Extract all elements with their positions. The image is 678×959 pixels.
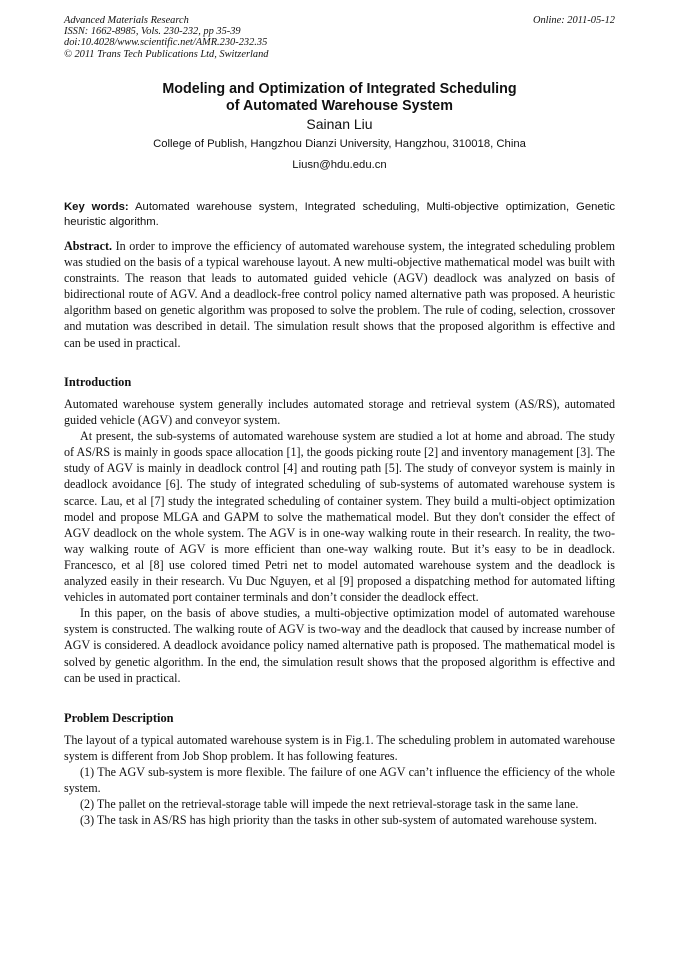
abstract-label: Abstract. xyxy=(64,239,113,253)
keywords-label: Key words: xyxy=(64,201,129,213)
feature-2: (2) The pallet on the retrieval-storage table will impede the next retrieval-storage task in the same lane. xyxy=(80,797,579,812)
abstract xyxy=(64,238,615,351)
journal-name: Advanced Materials Research xyxy=(64,15,189,26)
title-line-1: Modeling and Optimization of Integrated Scheduling xyxy=(162,81,517,97)
problem-paragraph-1: The layout of a typical automated warehouse system is in Fig.1. The scheduling problem in automated warehouse system is different from Job Shop problem. It has following features. xyxy=(64,733,615,764)
author-affiliation: College of Publish, Hangzhou Dianzi University, Hangzhou, 310018, China xyxy=(153,138,526,150)
problem-body xyxy=(64,732,615,829)
keywords xyxy=(64,200,615,230)
introduction-body xyxy=(64,396,615,686)
intro-paragraph-3: In this paper, on the basis of above studies, a multi-objective optimization model of automated warehouse system is constructed. The walking route of AGV is two-way and the deadlock that caused by increase number of AGV is considered. A deadlock avoidance policy named alternative path is proposed. The mathematical model is solved by genetic algorithm. In the end, the simulation result shows that the proposed algorithm is effective and can be used in practical. xyxy=(64,606,615,685)
title-line-2: of Automated Warehouse System xyxy=(226,98,453,114)
author-email: Liusn@hdu.edu.cn xyxy=(292,159,387,171)
journal-header xyxy=(64,15,615,60)
keywords-text: Automated warehouse system, Integrated scheduling, Multi-objective optimization, Genetic heuristic algorithm. xyxy=(64,201,615,228)
feature-1: (1) The AGV sub-system is more flexible. The failure of one AGV can’t influence the efficiency of the whole system. xyxy=(64,765,615,796)
paper-title xyxy=(64,81,615,115)
doi-line: doi:10.4028/www.scientific.net/AMR.230-232.35 xyxy=(64,37,268,49)
copyright-line: © 2011 Trans Tech Publications Ltd, Switzerland xyxy=(64,48,269,60)
intro-paragraph-2: At present, the sub-systems of automated warehouse system are studied a lot at home and abroad. The study of AS/RS is mainly in goods space allocation [1], the goods picking route [2] and inventory management [3]. The study of AGV is mainly in deadlock control [4] and routing path [5]. The study of conveyor system is mainly in deadlock avoidance [6]. The study of integrated scheduling of sub-systems of automated warehouse system is scarce. Lau, et al [7] study the integrated scheduling of container system. They build a multi-object optimization model and propose MLGA and GAPM to solve the mathematical model. But they don't consider the effect of AGV deadlock on the whole system. The AGV is in one-way walking route in their research. In reality, the two-way walking route of AGV is more efficient than one-way walking route. But it’s easy to be in deadlock. Francesco, et al [8] use colored timed Petri net to model automated warehouse system and the deadlock is analyzed easily in their research. Vu Duc Nguyen, et al [9] proposed a dispatching method for automated lifting vehicles in automated port container terminals and don’t consider the deadlock effect. xyxy=(64,429,615,605)
issn-line: ISSN: 1662-8985, Vols. 230-232, pp 35-39 xyxy=(64,26,241,38)
online-date: Online: 2011-05-12 xyxy=(532,15,615,26)
problem-heading: Problem Description xyxy=(64,711,174,725)
introduction-heading: Introduction xyxy=(64,375,132,389)
feature-3: (3) The task in AS/RS has high priority than the tasks in other sub-system of automated warehouse system. xyxy=(80,813,598,828)
author-name: Sainan Liu xyxy=(306,116,373,132)
intro-paragraph-1: Automated warehouse system generally includes automated storage and retrieval system (AS/RS), automated guided vehicle (AGV) and conveyor system. xyxy=(64,397,615,428)
abstract-text: In order to improve the efficiency of automated warehouse system, the integrated scheduling problem was studied on the basis of a typical warehouse layout. A new multi-objective mathematical model was built with constraints. The reason that leads to automated guided vehicle (AGV) deadlock was analyzed on basis of bidirectional route of AGV. And a deadlock-free control policy named alternative path was proposed. A heuristic algorithm based on genetic algorithm was proposed to solve the problem. The rule of coding, selection, crossover and mutation was described in detail. The simulation result shows that the proposed algorithm is effective and can be used in practical. xyxy=(64,239,615,350)
